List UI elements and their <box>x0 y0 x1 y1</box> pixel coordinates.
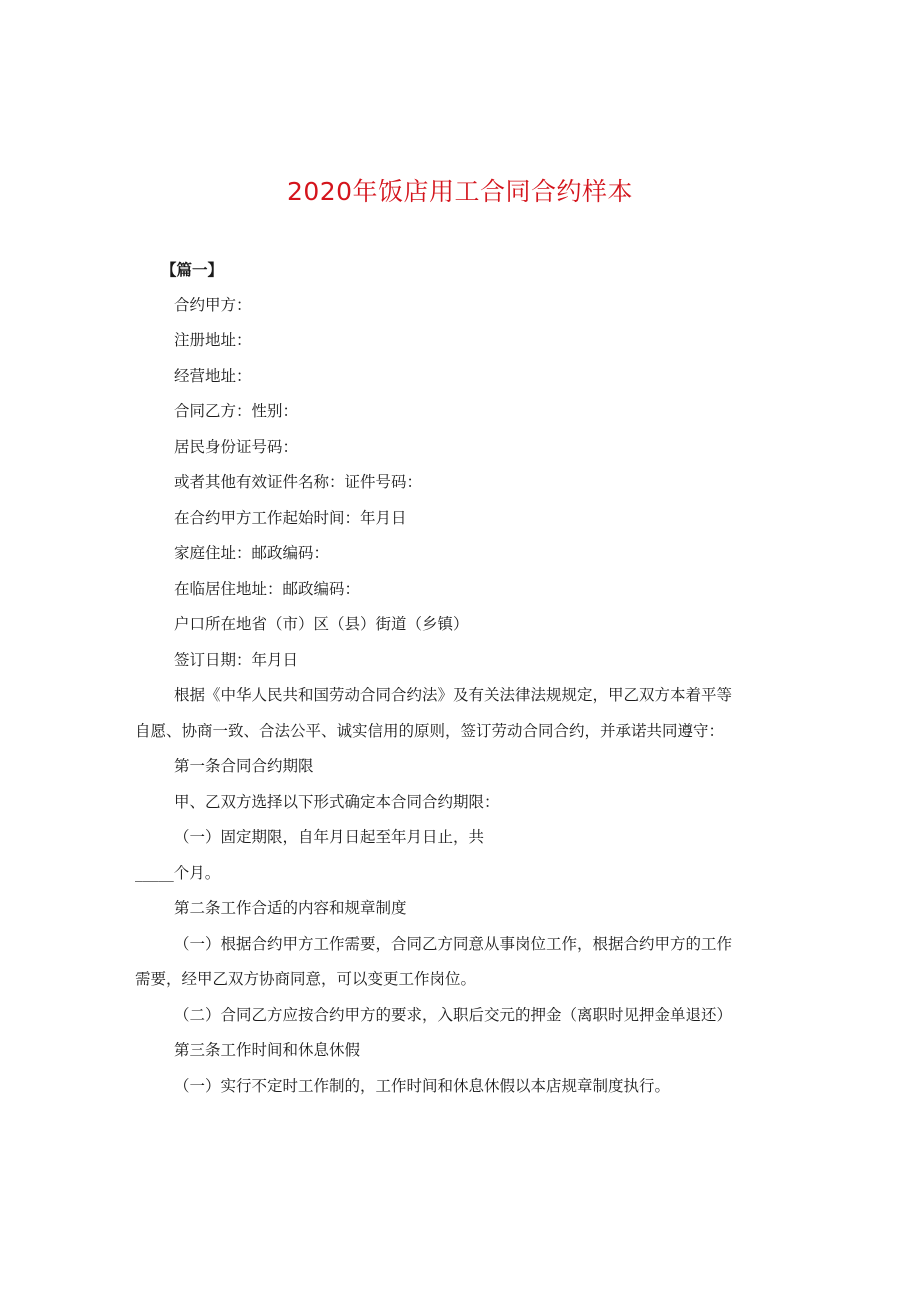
business-address-line: 经营地址： <box>174 366 252 385</box>
party-b-line: 合同乙方：性别： <box>174 402 299 420</box>
party-a-line: 合约甲方： <box>174 295 252 314</box>
section-heading: 【篇一】 <box>161 260 224 279</box>
document-title: 2020年饭店用工合同合约样本 <box>286 177 634 206</box>
other-id-line: 或者其他有效证件名称：证件号码： <box>174 473 423 491</box>
start-date-line: 在合约甲方工作起始时间：年月日 <box>174 508 407 527</box>
preamble-line-2: 自愿、协商一致、合法公平、诚实信用的原则，签订劳动合同合约，并承诺共同遵守： <box>135 721 725 740</box>
article-3-title: 第三条工作时间和休息休假 <box>174 1041 361 1059</box>
article-2-item-1-line-1: （一）根据合约甲方工作需要，合同乙方同意从事岗位工作，根据合约甲方的工作 <box>174 934 733 953</box>
home-address-line: 家庭住址：邮政编码： <box>174 544 330 562</box>
article-2-item-1-line-2: 需要，经甲乙双方协商同意，可以变更工作岗位。 <box>135 970 477 988</box>
signing-date-line: 签订日期：年月日 <box>174 650 299 669</box>
article-3-item-1: （一）实行不定时工作制的，工作时间和休息休假以本店规章制度执行。 <box>174 1076 671 1095</box>
article-1-intro: 甲、乙双方选择以下形式确定本合同合约期限： <box>174 792 500 811</box>
article-1-item-1-line-1: （一）固定期限，自年月日起至年月日止，共 <box>174 828 485 846</box>
household-registration-line: 户口所在地省（市）区（县）街道（乡镇） <box>174 615 469 633</box>
article-1-item-1-line-2: _____个月。 <box>135 863 221 882</box>
registered-address-line: 注册地址： <box>174 331 252 349</box>
temp-address-line: 在临居住地址：邮政编码： <box>174 579 361 598</box>
document-body <box>135 252 795 1104</box>
article-2-item-2: （二）合同乙方应按合约甲方的要求，入职后交元的押金（离职时见押金单退还） <box>174 1005 733 1024</box>
article-2-title: 第二条工作合适的内容和规章制度 <box>174 899 407 917</box>
id-number-line: 居民身份证号码： <box>174 437 299 456</box>
preamble-line-1: 根据《中华人民共和国劳动合同合约法》及有关法律法规规定，甲乙双方本着平等 <box>174 686 733 704</box>
article-1-title: 第一条合同合约期限 <box>174 757 314 775</box>
